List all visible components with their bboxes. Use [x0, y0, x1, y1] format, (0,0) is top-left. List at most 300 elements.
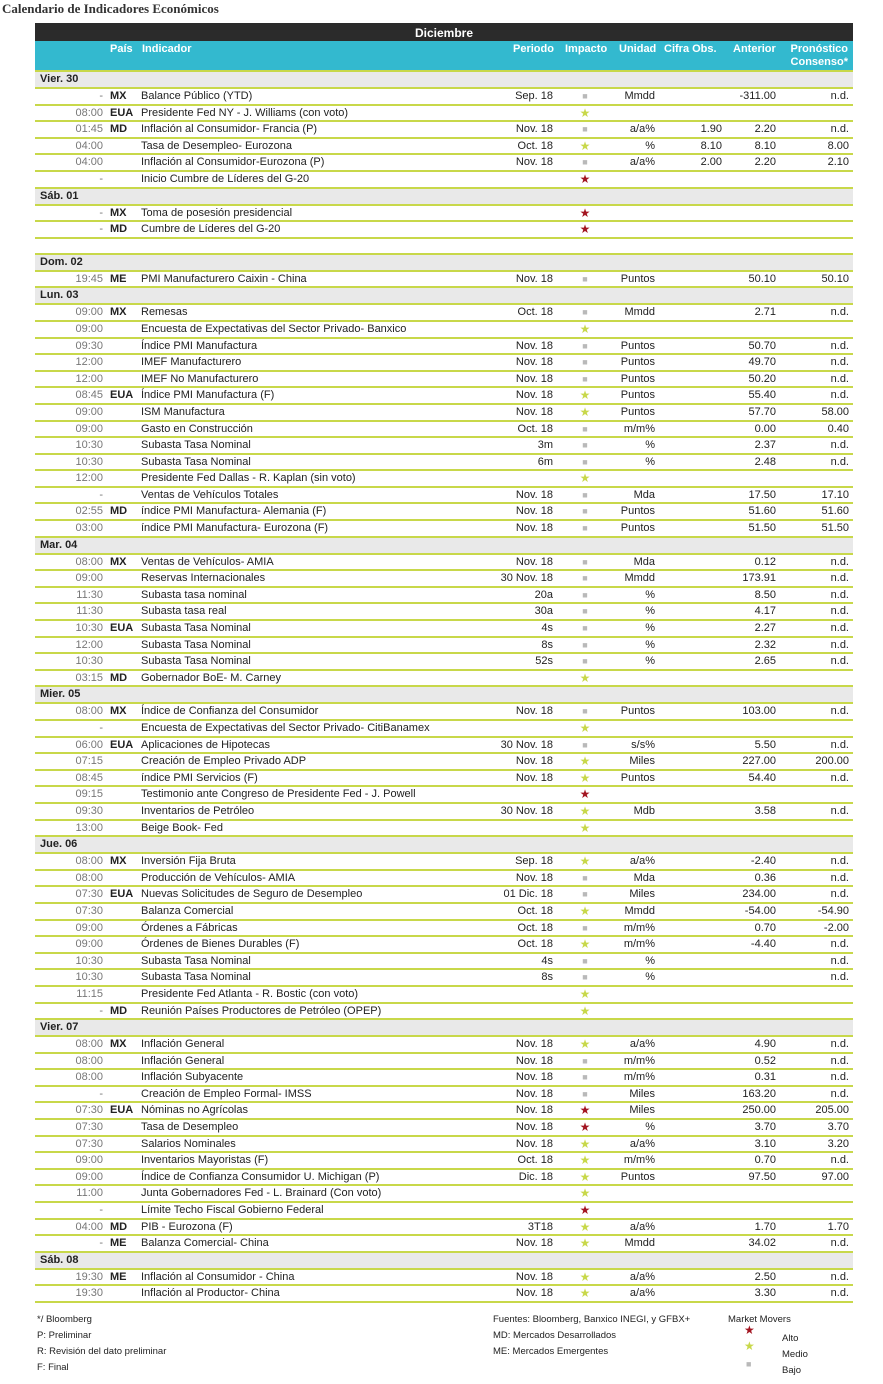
event-indicator: Subasta tasa real	[141, 605, 227, 618]
header-cifra: Cifra Obs.	[664, 43, 717, 55]
event-period: Nov. 18	[515, 123, 553, 136]
table-row	[35, 719, 853, 736]
event-forecast: n.d.	[830, 771, 849, 784]
event-forecast: -54.90	[817, 904, 849, 917]
event-forecast: n.d.	[830, 638, 849, 651]
event-time: -	[99, 1204, 103, 1217]
day-header: Dom. 02	[35, 253, 853, 270]
event-time: 08:00	[75, 705, 103, 718]
event-previous: 49.70	[748, 356, 776, 369]
event-time: 01:45	[75, 123, 103, 136]
table-row	[35, 1168, 853, 1185]
event-time: 12:00	[75, 372, 103, 385]
event-period: 3m	[537, 439, 553, 452]
event-previous: 0.36	[754, 871, 776, 884]
event-time: 08:45	[75, 771, 103, 784]
impact-low-square-icon: ■	[582, 357, 588, 368]
table-row	[35, 403, 853, 420]
day-header: Mar. 04	[35, 536, 853, 553]
event-previous: 34.02	[748, 1237, 776, 1250]
event-period: Oct. 18	[517, 1154, 553, 1167]
event-unit: %	[645, 954, 655, 967]
header-pronostico-line1: Pronóstico	[790, 43, 848, 55]
table-row	[35, 985, 853, 1002]
impact-low-square-icon: ■	[582, 489, 588, 500]
impact-medium-star-icon: ★	[579, 1153, 591, 1168]
event-time: 04:00	[75, 139, 103, 152]
event-previous: 3.10	[754, 1137, 776, 1150]
table-row	[35, 270, 853, 287]
event-indicator: Creación de Empleo Formal- IMSS	[141, 1087, 312, 1100]
impact-low-square-icon: ■	[582, 506, 588, 517]
event-time: 12:00	[75, 356, 103, 369]
event-time: 03:15	[75, 671, 103, 684]
event-indicator: índice PMI Manufactura- Eurozona (F)	[141, 522, 329, 535]
table-body	[35, 70, 853, 1301]
table-row	[35, 553, 853, 570]
event-indicator: Creación de Empleo Privado ADP	[141, 755, 307, 768]
event-unit: m/m%	[623, 1054, 655, 1067]
event-time: 03:00	[75, 522, 103, 535]
impact-medium-star-icon: ★	[579, 1269, 591, 1284]
event-indicator: Presidente Fed NY - J. Williams (con voto)	[141, 106, 349, 119]
notes-left	[37, 1312, 166, 1376]
note-line: Fuentes: Bloomberg, Banxico INEGI, y GFBX+	[493, 1314, 691, 1325]
table-row	[35, 1234, 853, 1251]
event-forecast: 200.00	[815, 755, 849, 768]
event-time: 09:30	[75, 804, 103, 817]
table-row	[35, 785, 853, 802]
event-period: Nov. 18	[515, 488, 553, 501]
event-period: Nov. 18	[515, 1038, 553, 1051]
event-unit: Puntos	[620, 1170, 655, 1183]
impact-high-star-icon: ★	[579, 171, 591, 186]
event-observed: 2.00	[700, 156, 722, 169]
event-unit: m/m%	[623, 1071, 655, 1084]
event-time: 08:00	[75, 1071, 103, 1084]
table-row	[35, 1268, 853, 1285]
impact-medium-star-icon: ★	[579, 986, 591, 1001]
table-row	[35, 104, 853, 121]
table-row	[35, 153, 853, 170]
event-previous: 2.71	[754, 306, 776, 319]
event-indicator: IMEF No Manufacturero	[141, 372, 259, 385]
table-row	[35, 736, 853, 753]
event-time: 11:00	[76, 1187, 103, 1200]
event-time: 08:00	[75, 555, 103, 568]
event-previous: 51.50	[748, 522, 776, 535]
table-row	[35, 619, 853, 636]
event-country: EUA	[110, 106, 134, 119]
event-indicator: Junta Gobernadores Fed - L. Brainard (Con voto)	[141, 1187, 382, 1200]
event-previous: 2.20	[754, 123, 776, 136]
event-unit: Mmdd	[624, 306, 655, 319]
event-previous: 0.70	[754, 921, 776, 934]
event-unit: a/a%	[629, 1270, 655, 1283]
event-time: 09:00	[75, 322, 103, 335]
event-period: Nov. 18	[515, 771, 553, 784]
table-row	[35, 1184, 853, 1201]
event-previous: 0.70	[754, 1154, 776, 1167]
event-unit: Puntos	[620, 505, 655, 518]
table-row	[35, 819, 853, 836]
impact-high-star-icon: ★	[579, 1103, 591, 1118]
event-period: 30 Nov. 18	[500, 804, 553, 817]
event-period: Oct. 18	[517, 921, 553, 934]
event-period: Nov. 18	[515, 339, 553, 352]
event-unit: a/a%	[629, 1137, 655, 1150]
event-unit: m/m%	[623, 1154, 655, 1167]
event-indicator: Inflación General	[141, 1054, 225, 1067]
event-unit: %	[645, 638, 655, 651]
impact-low-square-icon: ■	[582, 307, 588, 318]
event-forecast: 8.00	[827, 139, 849, 152]
event-indicator: Aplicaciones de Hipotecas	[141, 738, 271, 751]
event-unit: a/a%	[629, 1287, 655, 1300]
page-title: Calendario de Indicadores Económicos	[2, 1, 219, 16]
table-row	[35, 935, 853, 952]
event-indicator: Inflación al Consumidor - China	[141, 1270, 295, 1283]
event-unit: %	[645, 139, 655, 152]
event-unit: Puntos	[620, 356, 655, 369]
day-header: Vier. 07	[35, 1018, 853, 1035]
event-previous: 50.20	[748, 372, 776, 385]
event-time: 09:00	[75, 422, 103, 435]
event-indicator: Subasta Tasa Nominal	[141, 655, 251, 668]
impact-medium-star-icon: ★	[579, 903, 591, 918]
impact-low-square-icon: ■	[582, 1088, 588, 1099]
event-forecast: 205.00	[815, 1104, 849, 1117]
header-indicador: Indicador	[142, 43, 192, 55]
event-time: 09:00	[75, 405, 103, 418]
event-indicator: Inflación al Consumidor- Francia (P)	[141, 123, 318, 136]
event-indicator: Presidente Fed Dallas - R. Kaplan (sin voto)	[141, 472, 356, 485]
event-country: MX	[110, 1038, 127, 1051]
event-previous: 2.50	[754, 1270, 776, 1283]
event-unit: Mmdd	[624, 904, 655, 917]
event-previous: 55.40	[748, 389, 776, 402]
impact-low-square-icon: ■	[582, 91, 588, 101]
impact-medium-star-icon: ★	[579, 1186, 591, 1201]
table-row	[35, 968, 853, 985]
event-forecast: n.d.	[830, 90, 849, 102]
impact-low-square-icon: ■	[582, 340, 588, 351]
event-time: -	[99, 722, 103, 734]
impact-low-square-icon: ■	[582, 872, 588, 883]
impact-low-square-icon: ■	[582, 739, 588, 750]
event-time: 19:30	[75, 1270, 103, 1283]
impact-low-square-icon: ■	[582, 889, 588, 900]
event-forecast: n.d.	[830, 1054, 849, 1067]
event-indicator: Gobernador BoE- M. Carney	[141, 671, 282, 684]
table-row	[35, 436, 853, 453]
event-period: Nov. 18	[515, 356, 553, 369]
event-unit: Mdb	[633, 804, 655, 817]
event-time: 09:00	[75, 1170, 103, 1183]
impact-medium-star-icon: ★	[579, 670, 591, 685]
event-unit: Mmdd	[624, 90, 655, 102]
impact-medium-star-icon: ★	[579, 721, 591, 735]
event-forecast: 3.70	[827, 1121, 849, 1134]
table-row	[35, 337, 853, 354]
event-period: Oct. 18	[517, 139, 553, 152]
event-period: Nov. 18	[515, 372, 553, 385]
event-unit: m/m%	[623, 422, 655, 435]
event-indicator: Tasa de Desempleo- Eurozona	[141, 139, 293, 152]
event-previous: 4.90	[754, 1038, 776, 1051]
month-header: Diciembre	[35, 23, 853, 41]
table-row	[35, 87, 853, 104]
event-period: Nov. 18	[515, 1270, 553, 1283]
table-row	[35, 1218, 853, 1235]
note-line: */ Bloomberg	[37, 1314, 92, 1325]
event-unit: %	[645, 622, 655, 635]
table-row	[35, 869, 853, 886]
event-period: 3T18	[527, 1220, 553, 1233]
event-previous: 3.70	[754, 1121, 776, 1134]
header-unidad: Unidad	[619, 43, 657, 55]
event-forecast: n.d.	[830, 622, 849, 635]
event-previous: 250.00	[742, 1104, 776, 1117]
event-time: 08:00	[75, 106, 103, 119]
event-period: 30a	[534, 605, 553, 618]
event-indicator: Toma de posesión presidencial	[141, 206, 293, 219]
event-period: Oct. 18	[517, 904, 553, 917]
event-forecast: 58.00	[821, 405, 849, 418]
day-header: Jue. 06	[35, 835, 853, 852]
event-indicator: Balance Público (YTD)	[141, 90, 253, 102]
event-unit: s/s%	[631, 738, 655, 751]
event-time: 07:15	[75, 755, 103, 768]
event-time: 10:30	[75, 971, 103, 984]
legend-bajo	[728, 1359, 802, 1376]
event-time: 04:00	[75, 1220, 103, 1233]
event-time: 07:30	[75, 1121, 103, 1134]
event-indicator: Presidente Fed Atlanta - R. Bostic (con voto)	[141, 987, 359, 1000]
event-time: 11:30	[76, 605, 103, 618]
table-row	[35, 353, 853, 370]
event-time: 09:00	[75, 1154, 103, 1167]
impact-low-square-icon: ■	[582, 955, 588, 966]
impact-medium-star-icon: ★	[579, 404, 591, 419]
event-previous: 3.58	[754, 804, 776, 817]
legend-medio	[728, 1339, 808, 1360]
header-periodo: Periodo	[513, 43, 554, 55]
event-forecast: 2.10	[827, 156, 849, 169]
event-period: 8s	[541, 638, 553, 651]
table-row	[35, 204, 853, 221]
event-time: 08:45	[75, 389, 103, 402]
impact-medium-star-icon: ★	[579, 321, 591, 336]
event-forecast: n.d.	[830, 804, 849, 817]
event-time: 12:00	[75, 472, 103, 485]
event-previous: 50.10	[748, 272, 776, 285]
event-indicator: Índice de Confianza Consumidor U. Michigan (P)	[141, 1170, 380, 1183]
event-period: Oct. 18	[517, 938, 553, 951]
event-indicator: Encuesta de Expectativas del Sector Privado- Banxico	[141, 322, 407, 335]
event-unit: Puntos	[620, 372, 655, 385]
event-time: 06:00	[75, 738, 103, 751]
impact-low-square-icon: ■	[582, 423, 588, 434]
table-row	[35, 320, 853, 337]
event-country: MD	[110, 123, 128, 136]
impact-medium-star-icon: ★	[579, 1037, 591, 1052]
event-unit: m/m%	[623, 921, 655, 934]
impact-medium-star-icon: ★	[579, 1136, 591, 1151]
event-forecast: n.d.	[830, 372, 849, 385]
event-time: 08:00	[75, 871, 103, 884]
event-indicator: Nuevas Solicitudes de Seguro de Desempleo	[141, 888, 363, 901]
event-period: 4s	[541, 954, 553, 967]
table-row	[35, 919, 853, 936]
note-line: ME: Mercados Emergentes	[493, 1346, 609, 1357]
legend-label: Bajo	[782, 1365, 802, 1376]
event-indicator: Nóminas no Agrícolas	[141, 1104, 248, 1117]
event-forecast: 1.70	[827, 1220, 849, 1233]
event-time: -	[99, 1087, 103, 1100]
event-previous: 2.20	[754, 156, 776, 169]
event-indicator: Subasta Tasa Nominal	[141, 971, 251, 984]
event-time: 11:15	[76, 987, 103, 1000]
event-country: EUA	[110, 1104, 134, 1117]
event-previous: 0.12	[754, 555, 776, 568]
event-unit: Puntos	[620, 705, 655, 718]
event-previous: -2.40	[750, 855, 776, 868]
event-indicator: Remesas	[141, 306, 188, 319]
table-row	[35, 769, 853, 786]
event-unit: a/a%	[629, 1038, 655, 1051]
event-period: 01 Dic. 18	[503, 888, 553, 901]
event-indicator: Reservas Internacionales	[141, 572, 266, 585]
event-observed: 1.90	[700, 123, 722, 136]
table-row	[35, 386, 853, 403]
impact-low-square-icon: ■	[582, 157, 588, 168]
event-time: 10:30	[75, 954, 103, 967]
event-time: 19:30	[75, 1287, 103, 1300]
event-indicator: IMEF Manufacturero	[141, 356, 242, 369]
event-observed: 8.10	[700, 139, 722, 152]
event-period: Nov. 18	[515, 522, 553, 535]
event-forecast: n.d.	[830, 888, 849, 901]
impact-medium-star-icon: ★	[579, 138, 591, 153]
table-row	[35, 752, 853, 769]
event-indicator: Inventarios Mayoristas (F)	[141, 1154, 269, 1167]
spacer-row	[35, 237, 853, 253]
event-unit: %	[645, 455, 655, 468]
event-indicator: Gasto en Construcción	[141, 422, 253, 435]
event-country: MX	[110, 705, 127, 718]
event-period: Nov. 18	[515, 1071, 553, 1084]
event-indicator: Subasta Tasa Nominal	[141, 954, 251, 967]
event-indicator: Salarios Nominales	[141, 1137, 236, 1150]
event-indicator: Testimonio ante Congreso de Presidente Fed - J. Powell	[141, 788, 416, 801]
event-previous: 1.70	[754, 1220, 776, 1233]
event-forecast: n.d.	[830, 1071, 849, 1084]
event-period: 52s	[535, 655, 553, 668]
impact-high-star-icon: ★	[579, 787, 591, 802]
event-unit: a/a%	[629, 1220, 655, 1233]
event-time: -	[99, 223, 103, 236]
event-forecast: n.d.	[830, 738, 849, 751]
event-indicator: Subasta Tasa Nominal	[141, 638, 251, 651]
event-period: 4s	[541, 622, 553, 635]
header-pronostico-line2: Consenso*	[790, 56, 848, 68]
event-period: Nov. 18	[515, 705, 553, 718]
header-pronostico	[790, 43, 848, 69]
note-line: F: Final	[37, 1362, 69, 1373]
event-period: Oct. 18	[517, 306, 553, 319]
event-period: 8s	[541, 971, 553, 984]
event-time: 10:30	[75, 622, 103, 635]
table-row	[35, 902, 853, 919]
event-previous: 0.31	[754, 1071, 776, 1084]
note-line: R: Revisión del dato preliminar	[37, 1346, 167, 1357]
event-unit: %	[645, 439, 655, 452]
event-previous: 51.60	[748, 505, 776, 518]
event-previous: -54.00	[744, 904, 776, 917]
table-row	[35, 1085, 853, 1102]
event-time: 12:00	[75, 638, 103, 651]
event-country: MD	[110, 1004, 128, 1017]
event-time: 10:30	[75, 655, 103, 668]
event-previous: 8.10	[754, 139, 776, 152]
event-country: MD	[110, 223, 128, 236]
impact-low-square-icon: ■	[582, 656, 588, 667]
event-period: Dic. 18	[518, 1170, 553, 1183]
impact-medium-star-icon: ★	[579, 1286, 591, 1301]
event-time: 10:30	[75, 439, 103, 452]
impact-medium-star-icon: ★	[579, 770, 591, 785]
note-line: MD: Mercados Desarrollados	[493, 1330, 617, 1341]
event-indicator: Balanza Comercial- China	[141, 1237, 269, 1250]
event-unit: Puntos	[620, 771, 655, 784]
event-unit: Miles	[629, 1104, 655, 1117]
event-indicator: Inflación al Consumidor-Eurozona (P)	[141, 156, 325, 169]
event-indicator: Inflación Subyacente	[141, 1071, 244, 1084]
event-previous: 17.50	[748, 488, 776, 501]
impact-low-square-icon: ■	[582, 456, 588, 467]
event-unit: Miles	[629, 755, 655, 768]
event-forecast: n.d.	[830, 705, 849, 718]
event-period: Nov. 18	[515, 755, 553, 768]
table-row	[35, 569, 853, 586]
table-row	[35, 885, 853, 902]
event-unit: %	[645, 655, 655, 668]
event-forecast: n.d.	[830, 1287, 849, 1300]
event-time: -	[99, 172, 103, 185]
event-previous: 2.37	[754, 439, 776, 452]
event-period: Sep. 18	[515, 90, 553, 102]
impact-high-star-icon: ★	[579, 1120, 591, 1135]
event-period: Nov. 18	[515, 1287, 553, 1300]
event-forecast: -2.00	[823, 921, 849, 934]
event-period: Nov. 18	[515, 272, 553, 285]
event-indicator: Tasa de Desempleo	[141, 1121, 239, 1134]
event-unit: Mda	[633, 555, 655, 568]
table-row	[35, 519, 853, 536]
impact-low-square-icon: ■	[582, 556, 588, 567]
day-header: Sáb. 08	[35, 1251, 853, 1268]
event-forecast: n.d.	[830, 1154, 849, 1167]
event-country: EUA	[110, 888, 134, 901]
event-indicator: Cumbre de Líderes del G-20	[141, 223, 281, 236]
event-country: EUA	[110, 622, 134, 635]
event-period: 20a	[534, 588, 553, 601]
event-period: Nov. 18	[515, 1237, 553, 1250]
impact-low-square-icon: ■	[582, 706, 588, 717]
event-indicator: Inicio Cumbre de Líderes del G-20	[141, 172, 310, 185]
event-forecast: n.d.	[830, 1038, 849, 1051]
